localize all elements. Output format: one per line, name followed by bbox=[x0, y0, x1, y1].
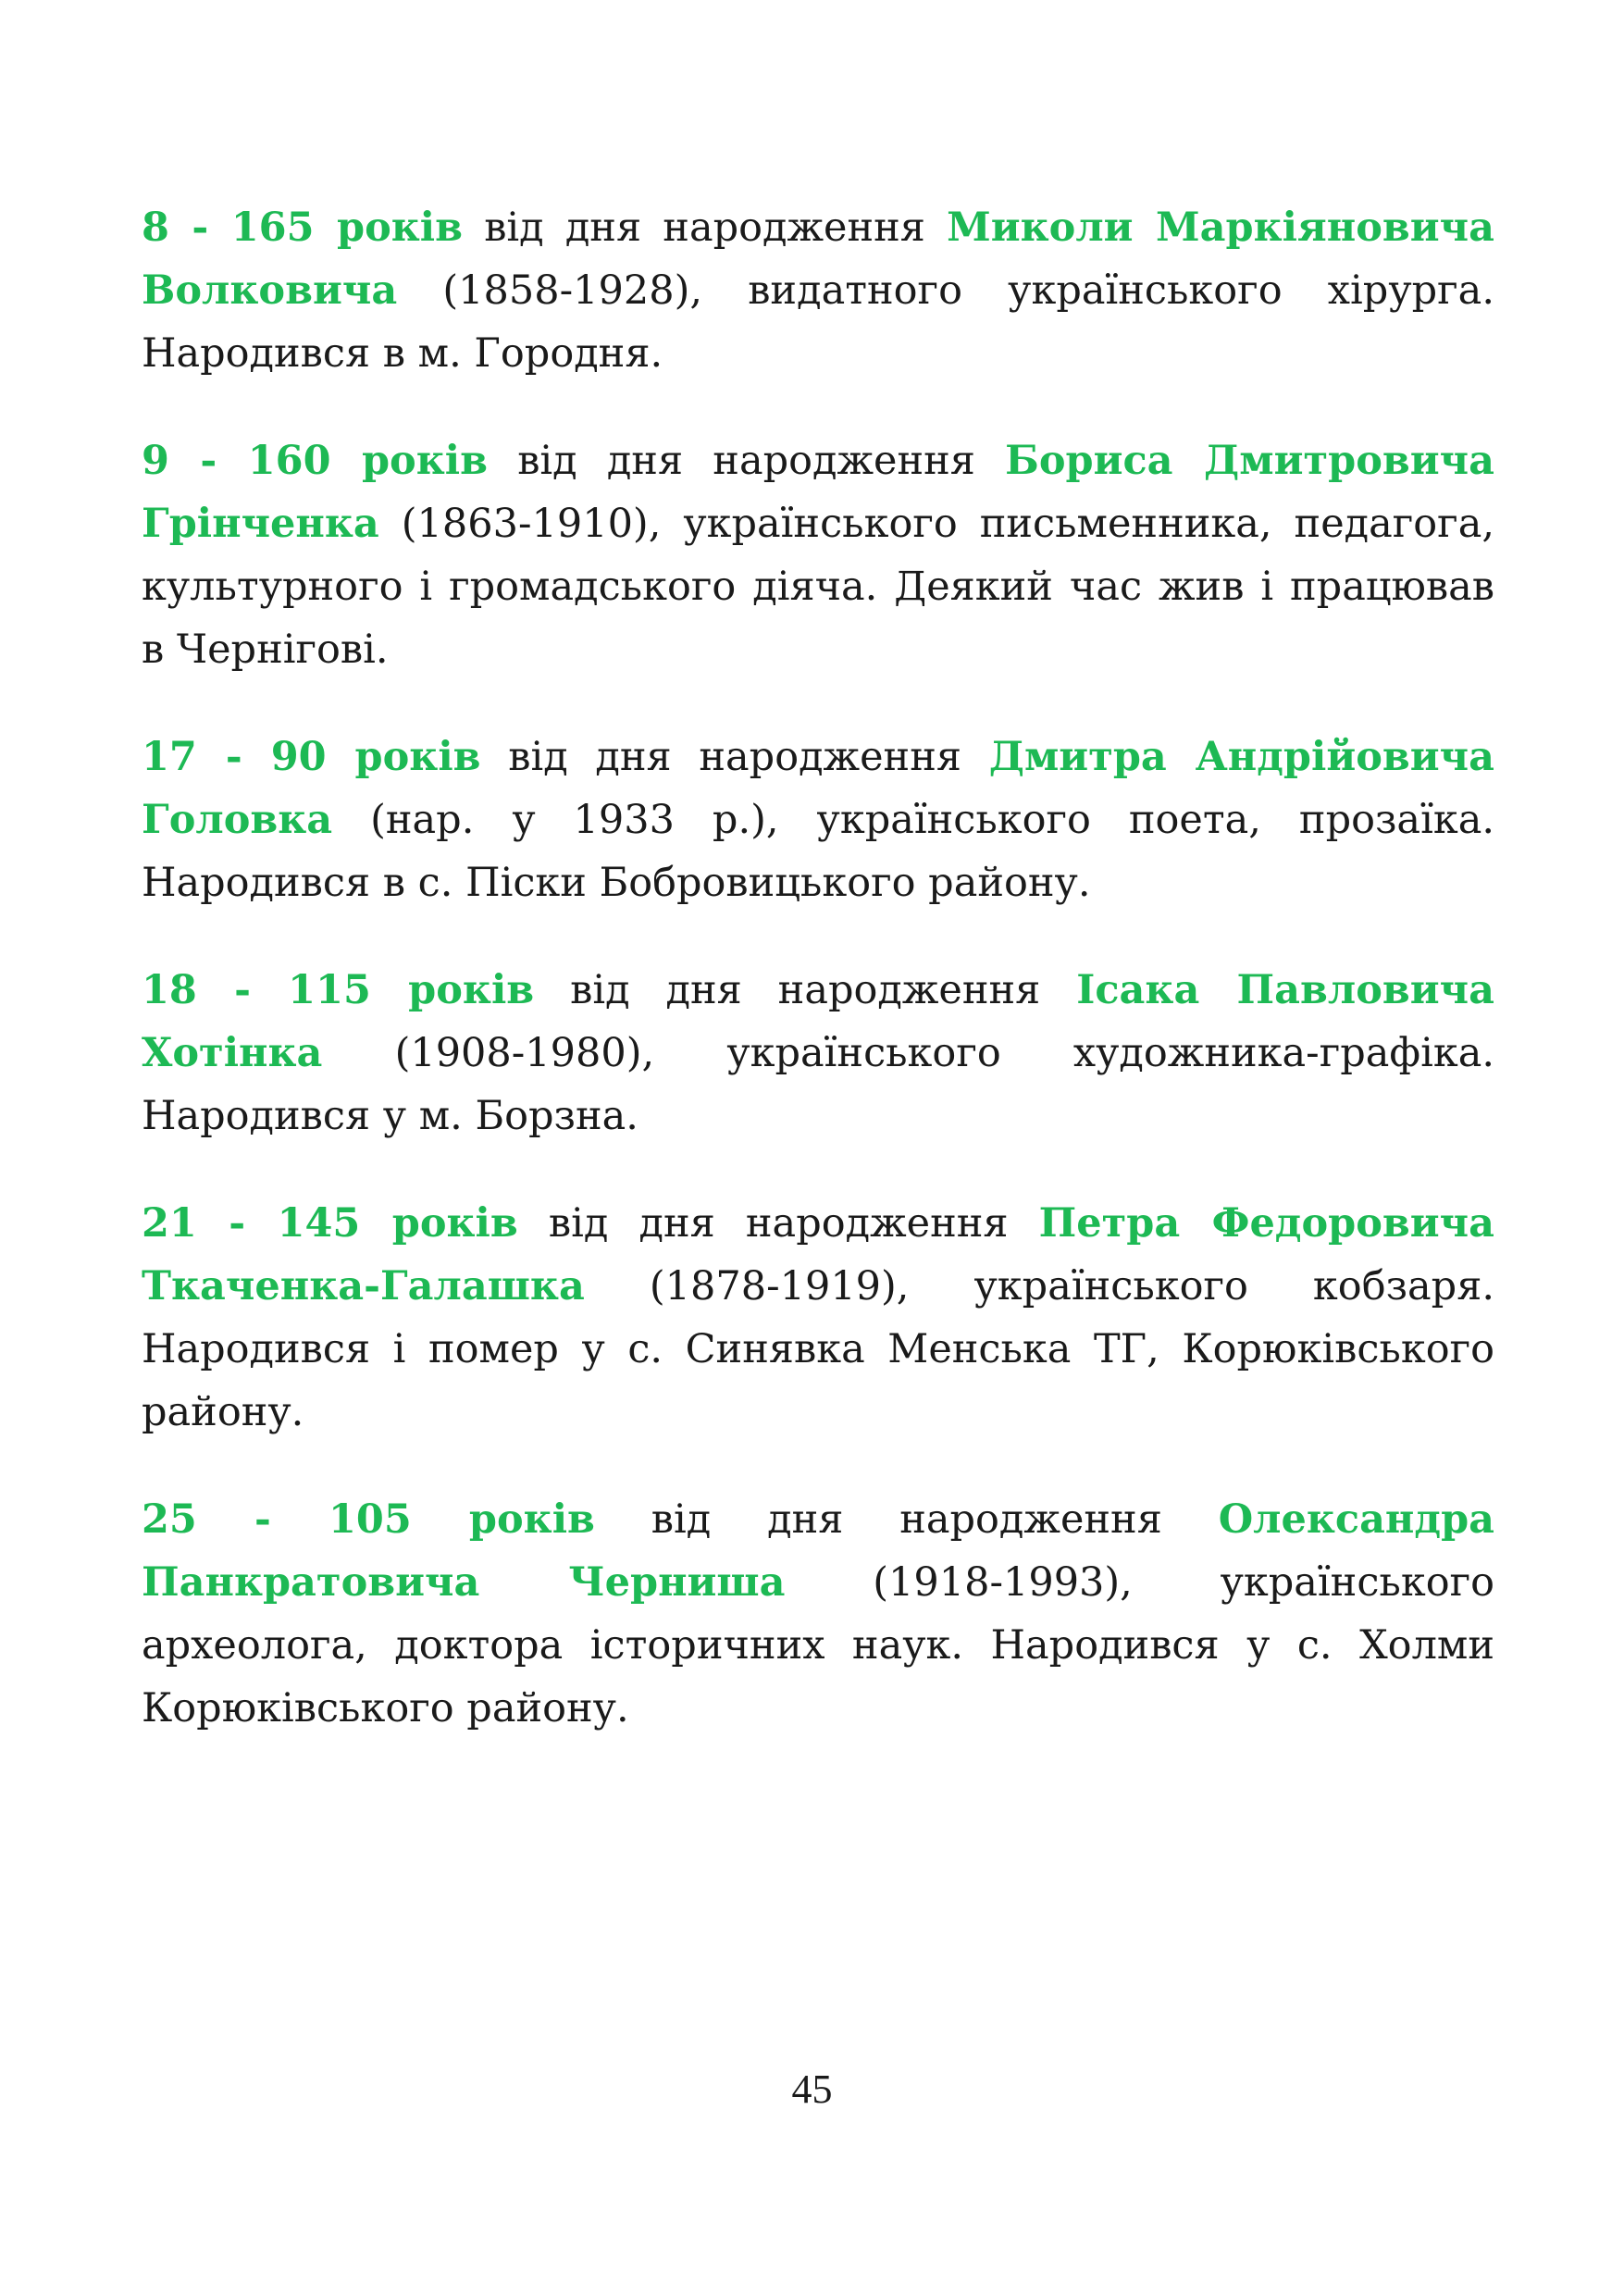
entry-person-name: Олександра Панкратовича Черниша bbox=[142, 1496, 1494, 1606]
entry-person-name: Дмитра Андрійовича Головка bbox=[142, 734, 1495, 843]
entry-connector: від дня народження bbox=[517, 1200, 1039, 1247]
entry-connector: від дня народження bbox=[594, 1496, 1219, 1543]
entry-description: (1863-1910), українського письменника, педагога, культурного і громадського діяча. Деякий час жив і працював в Чернігові. bbox=[142, 501, 1494, 673]
anniversary-entry-6 bbox=[142, 1488, 1494, 1740]
entry-connector: від дня народження bbox=[463, 205, 948, 251]
entry-description: (1908-1980), українського художника-графіка. Народився у м. Борзна. bbox=[142, 1030, 1494, 1139]
entry-description: (1878-1919), українського кобзаря. Народився і помер у с. Синявка Менська ТГ, Корюківського району. bbox=[142, 1263, 1494, 1435]
entry-connector: від дня народження bbox=[488, 438, 1006, 484]
entry-connector: від дня народження bbox=[534, 967, 1077, 1013]
entry-connector: від дня народження bbox=[480, 734, 989, 780]
anniversary-entry-1 bbox=[142, 196, 1494, 385]
entry-person-name: Миколи Маркіяновича Волковича bbox=[142, 205, 1494, 314]
anniversary-entry-2 bbox=[142, 429, 1494, 681]
entry-description: (нар. у 1933 р.), українського поета, прозаїка. Народився в с. Піски Бобровицького району. bbox=[142, 797, 1494, 906]
entry-description: (1858-1928), видатного українського хірурга. Народився в м. Городня. bbox=[142, 267, 1494, 377]
document-body bbox=[142, 196, 1494, 1784]
anniversary-entry-4 bbox=[142, 959, 1494, 1148]
entry-description: (1918-1993), українського археолога, доктора історичних наук. Народився у с. Холми Корюківського району. bbox=[142, 1559, 1495, 1731]
entry-date-age: 8 - 165 років bbox=[142, 205, 464, 251]
entry-date-age: 9 - 160 років bbox=[142, 438, 489, 484]
entry-date-age: 21 - 145 років bbox=[142, 1200, 518, 1247]
anniversary-entry-5 bbox=[142, 1192, 1494, 1444]
entry-person-name: Бориса Дмитровича Грінченка bbox=[142, 438, 1495, 547]
entry-date-age: 18 - 115 років bbox=[142, 967, 535, 1013]
entry-date-age: 17 - 90 років bbox=[142, 734, 481, 780]
entry-person-name: Ісака Павловича Хотінка bbox=[142, 967, 1495, 1076]
anniversary-entry-3 bbox=[142, 726, 1494, 914]
entry-date-age: 25 - 105 років bbox=[142, 1496, 595, 1543]
entry-person-name: Петра Федоровича Ткаченка-Галашка bbox=[142, 1200, 1494, 1309]
page-number: 45 bbox=[791, 2066, 833, 2112]
